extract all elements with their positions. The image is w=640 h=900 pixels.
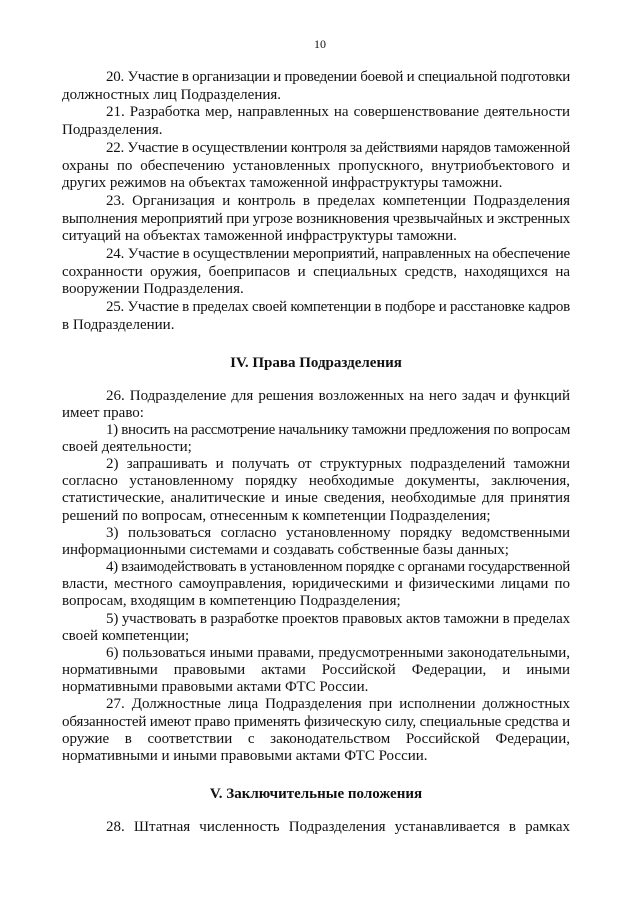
paragraph (62, 525, 570, 559)
paragraph-line (62, 104, 570, 122)
paragraph-line (62, 439, 570, 456)
line-text: 26. Подразделение для решения возложенных на него задач и функций (106, 387, 570, 404)
line-text: 25. Участие в пределах своей компетенции в подборе и расстановке кадров (106, 299, 570, 316)
line-text: власти, местного самоуправления, юридическими и физическими лицами по (62, 576, 570, 593)
paragraph (62, 246, 570, 299)
paragraph (62, 140, 570, 193)
paragraph (62, 388, 570, 422)
paragraph-line (62, 593, 570, 610)
paragraph (62, 645, 570, 696)
heading-section-v: V. Заключительные положения (209, 785, 423, 802)
line-text: должностных лиц Подразделения. (62, 86, 282, 103)
line-text: 2) запрашивать и получать от структурных подразделений таможни (106, 456, 570, 473)
line-text: нормативными и иными правовыми актами ФТС России. (62, 747, 428, 764)
paragraph-line (62, 696, 570, 713)
paragraph-line (62, 679, 570, 696)
line-text: 3) пользоваться согласно установленному порядку ведомственными (106, 524, 570, 541)
line-text: согласно установленному порядку необходимые документы, заключения, (62, 473, 570, 490)
paragraph-line (62, 140, 570, 158)
paragraph-line (62, 731, 570, 748)
line-text: нормативными правовыми актами Российской Федерации, и иными (62, 662, 570, 679)
page-number: 10 (314, 37, 326, 51)
section-rights (62, 388, 570, 765)
line-text: 6) пользоваться иными правами, предусмотренными законодательными, (106, 644, 570, 661)
paragraph-line (62, 299, 570, 317)
line-text: нормативными правовыми актами ФТС России. (62, 679, 369, 696)
line-text: выполнения мероприятий при угрозе возникновения чрезвычайных и экстренных (62, 210, 570, 227)
paragraph-line (62, 405, 570, 422)
paragraph (62, 422, 570, 456)
paragraph (62, 456, 570, 525)
paragraph-line (62, 246, 570, 264)
paragraph-line (62, 317, 570, 335)
paragraph-line (62, 264, 570, 282)
line-text: имеет право: (62, 404, 144, 421)
line-text: оружие в соответствии с законодательством Российской Федерации, (62, 730, 570, 747)
line-text: вооружении Подразделения. (62, 281, 244, 298)
line-text: в Подразделении. (62, 316, 175, 333)
line-text: решений по вопросам, отнесенным к компетенции Подразделения; (62, 507, 491, 524)
paragraph-line (62, 628, 570, 645)
paragraph-line (62, 645, 570, 662)
section-tasks-continued (62, 69, 570, 335)
line-text: ситуаций на объектах таможенной инфраструктуры таможни. (62, 228, 457, 245)
paragraph-line (62, 228, 570, 246)
paragraph-line (62, 508, 570, 525)
line-text: 22. Участие в осуществлении контроля за действиями нарядов таможенной (106, 139, 570, 156)
line-text: охраны по обеспечению установленных пропускного, внутриобъектового и (62, 157, 570, 174)
line-text: вопросам, входящим в компетенцию Подразделения; (62, 593, 401, 610)
paragraph (62, 559, 570, 610)
paragraph-line (62, 122, 570, 140)
line-text: 21. Разработка мер, направленных на совершенствование деятельности (106, 104, 570, 121)
line-text: статистические, аналитические и иные сведения, необходимые для принятия (62, 490, 570, 507)
paragraph-line (62, 158, 570, 176)
paragraph-line (62, 490, 570, 507)
paragraph-line (62, 422, 570, 439)
paragraph-line (62, 388, 570, 405)
paragraph-line (62, 525, 570, 542)
paragraph-line (62, 714, 570, 731)
paragraph-line (62, 559, 570, 576)
paragraph-line (62, 748, 570, 765)
paragraph-line (62, 611, 570, 628)
paragraph-line (62, 87, 570, 105)
paragraph-line (62, 473, 570, 490)
line-text: других режимов на объектах таможенной инфраструктуры таможни. (62, 175, 503, 192)
line-text: 5) участвовать в разработке проектов правовых актов таможни в пределах (106, 610, 570, 627)
paragraph-line (62, 281, 570, 299)
paragraph-line (62, 662, 570, 679)
paragraph (62, 104, 570, 139)
line-text: 27. Должностные лица Подразделения при исполнении должностных (106, 696, 570, 713)
line-text: 28. Штатная численность Подразделения устанавливается в рамках (106, 818, 570, 835)
paragraph-line (62, 819, 570, 837)
line-text: 1) вносить на рассмотрение начальнику таможни предложения по вопросам (106, 421, 570, 438)
paragraph-line (62, 542, 570, 559)
line-text: своей деятельности; (62, 439, 192, 456)
paragraph (62, 819, 570, 837)
paragraph (62, 69, 570, 104)
heading-section-iv: IV. Права Подразделения (230, 354, 402, 371)
section-final-provisions (62, 819, 570, 837)
line-text: 23. Организация и контроль в пределах компетенции Подразделения (106, 192, 570, 209)
paragraph-line (62, 576, 570, 593)
line-text: Подразделения. (62, 122, 163, 139)
paragraph-line (62, 69, 570, 87)
paragraph (62, 299, 570, 334)
paragraph-line (62, 175, 570, 193)
paragraph-line (62, 456, 570, 473)
line-text: своей компетенции; (62, 627, 190, 644)
paragraph (62, 696, 570, 765)
line-text: информационными системами и создавать собственные базы данных; (62, 541, 509, 558)
paragraph (62, 193, 570, 246)
line-text: обязанностей имеют право применять физическую силу, специальные средства и (62, 713, 570, 730)
paragraph-line (62, 211, 570, 229)
paragraph (62, 611, 570, 645)
line-text: сохранности оружия, боеприпасов и специальных средств, находящихся на (62, 263, 570, 280)
line-text: 4) взаимодействовать в установленном порядке с органами государственной (106, 559, 570, 576)
paragraph-line (62, 193, 570, 211)
line-text: 24. Участие в осуществлении мероприятий, направленных на обеспечение (106, 246, 570, 263)
line-text: 20. Участие в организации и проведении боевой и специальной подготовки (106, 69, 570, 85)
